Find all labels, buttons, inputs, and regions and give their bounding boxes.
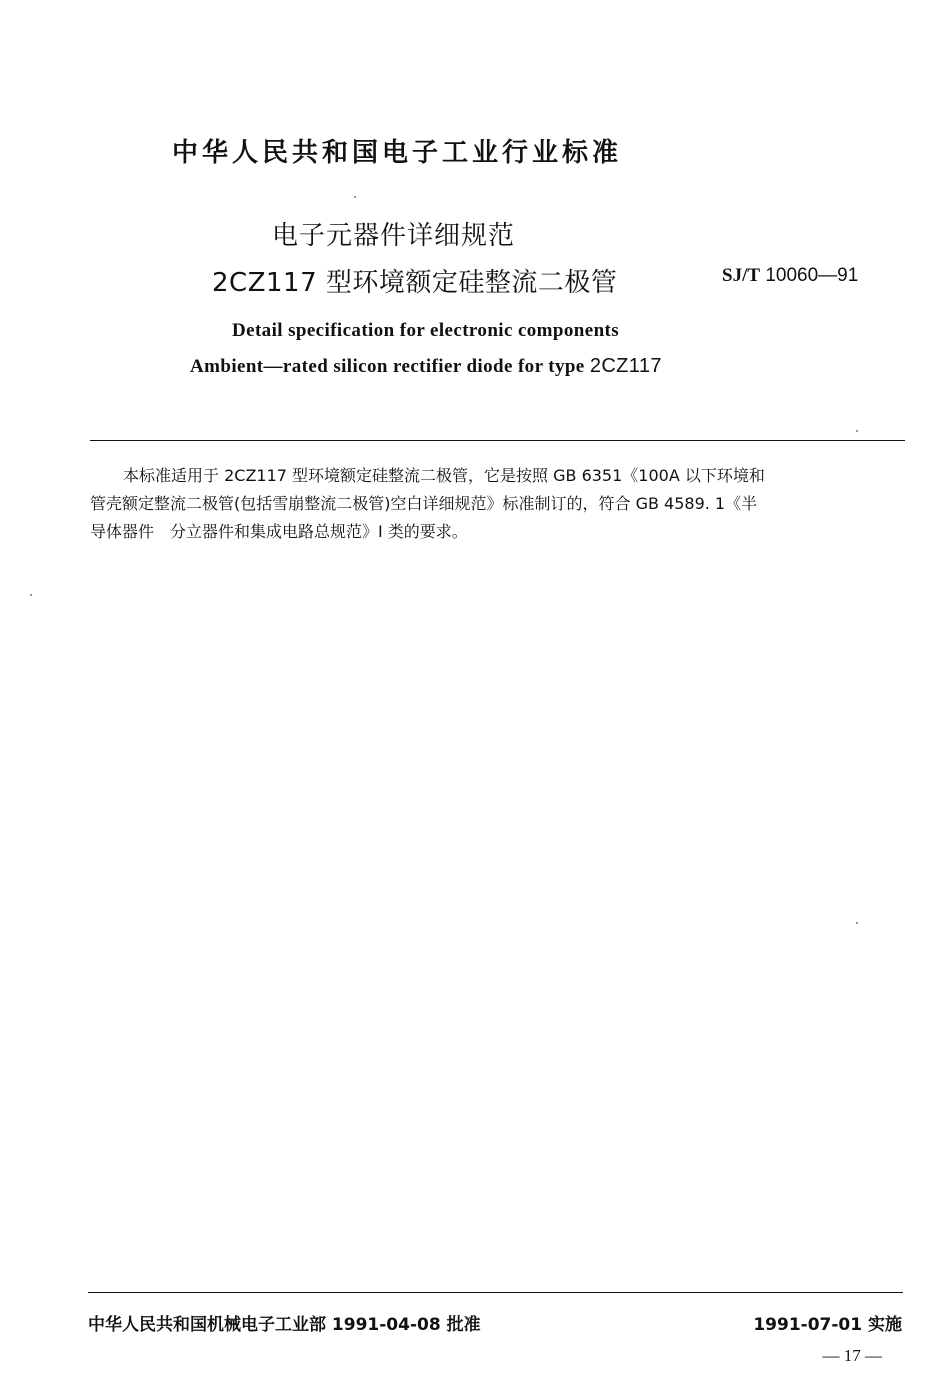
scan-speck [354, 196, 356, 198]
effective-date: 1991-07-01 实施 [753, 1315, 902, 1335]
top-divider [90, 440, 905, 441]
standard-prefix: SJ/T [722, 265, 761, 286]
standard-code: 10060—91 [765, 265, 859, 286]
body-line: 导体器件 分立器件和集成电路总规范》I 类的要求。 [90, 522, 468, 541]
body-line: 管壳额定整流二极管(包括雪崩整流二极管)空白详细规范》标准制订的，符合 GB 4589. 1《半 [90, 494, 758, 513]
english-title-model: 2CZ117 [589, 355, 662, 377]
english-title-line-2 [190, 355, 662, 378]
document-title-line-2: 2CZ117 型环境额定硅整流二极管 [212, 268, 618, 298]
standard-number [722, 265, 858, 287]
scan-speck [856, 922, 858, 924]
page-number: — 17 — [822, 1346, 882, 1365]
body-line: 本标准适用于 2CZ117 型环境额定硅整流二极管，它是按照 GB 6351《100A 以下环境和 [123, 466, 765, 485]
scan-speck [30, 594, 32, 596]
approval-info: 中华人民共和国机械电子工业部 1991-04-08 批准 [88, 1315, 481, 1335]
issuing-body-title: 中华人民共和国电子工业行业标准 [172, 138, 623, 168]
body-paragraph [90, 462, 905, 546]
english-title-line-1: Detail specification for electronic components [232, 320, 620, 341]
scan-speck [856, 430, 858, 432]
english-title-text: Ambient—rated silicon rectifier diode for type [190, 356, 585, 377]
bottom-divider [88, 1292, 903, 1293]
document-title-line-1: 电子元器件详细规范 [272, 221, 516, 251]
